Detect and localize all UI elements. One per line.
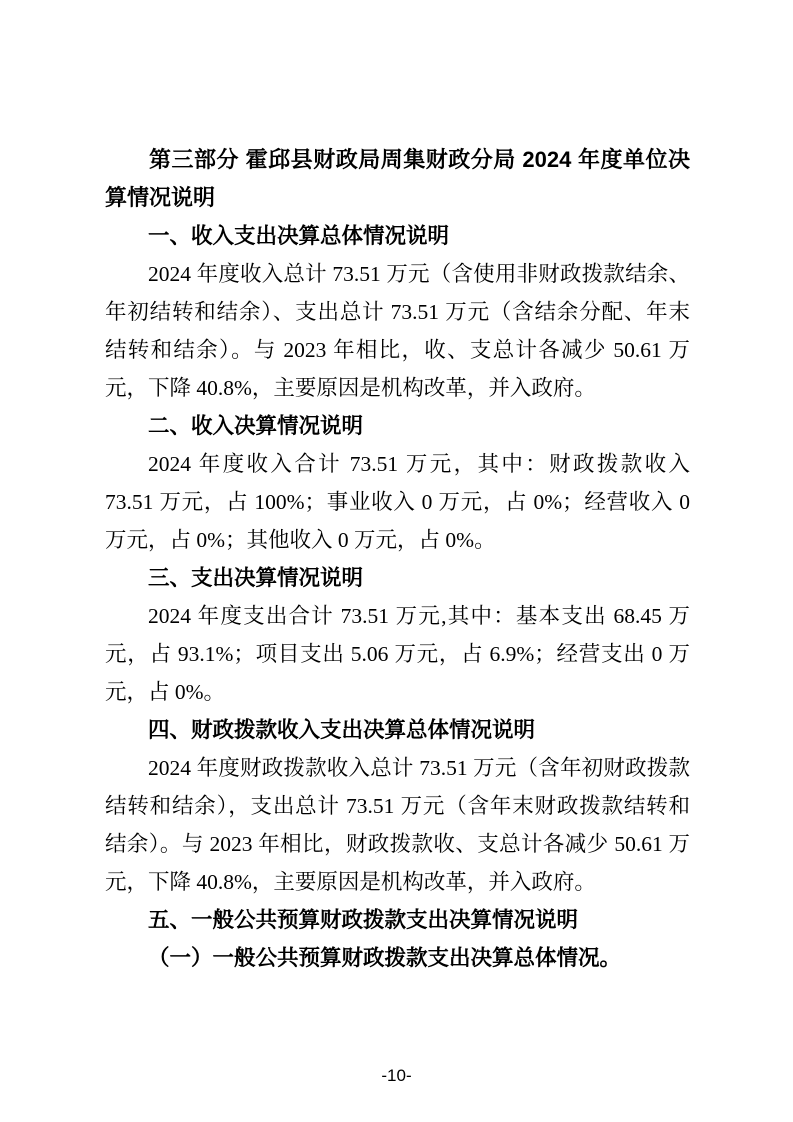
section-1-heading: 一、收入支出决算总体情况说明 [148,224,450,248]
section-2-heading: 二、收入决算情况说明 [148,414,364,438]
section-5-heading: 五、一般公共预算财政拨款支出决算情况说明 [148,908,579,932]
section-3-paragraph: 2024 年度支出合计 73.51 万元,其中：基本支出 68.45 万元，占 93.1%；项目支出 5.06 万元，占 6.9%；经营支出 0 万元，占 0%。 [105,604,690,704]
section-4-paragraph: 2024 年度财政拨款收入总计 73.51 万元（含年初财政拨款结转和结余），支出总计 73.51 万元（含年末财政拨款结转和结余）。与 2023 年相比，财政拨款收、支总计各减少 50.61 万元，下降 40.8%，主要原因是机构改革，并入政府。 [105,756,690,894]
section-2-paragraph: 2024 年度收入合计 73.51 万元，其中：财政拨款收入 73.51 万元，占 100%；事业收入 0 万元，占 0%；经营收入 0 万元，占 0%；其他收入 0 万元，占 0%。 [105,452,690,552]
section-1-paragraph: 2024 年度收入总计 73.51 万元（含使用非财政拨款结余、年初结转和结余）、支出总计 73.51 万元（含结余分配、年末结转和结余）。与 2023 年相比，收、支总计各减少 50.61 万元，下降 40.8%，主要原因是机构改革，并入政府。 [105,262,690,400]
section-4-heading: 四、财政拨款收入支出决算总体情况说明 [148,718,536,742]
page-number: -10- [381,1066,412,1085]
section-3-heading: 三、支出决算情况说明 [148,566,364,590]
section-5-subheading: （一）一般公共预算财政拨款支出决算总体情况。 [148,946,622,970]
document-title: 第三部分 霍邱县财政局周集财政分局 2024 年度单位决算情况说明 [105,147,690,210]
